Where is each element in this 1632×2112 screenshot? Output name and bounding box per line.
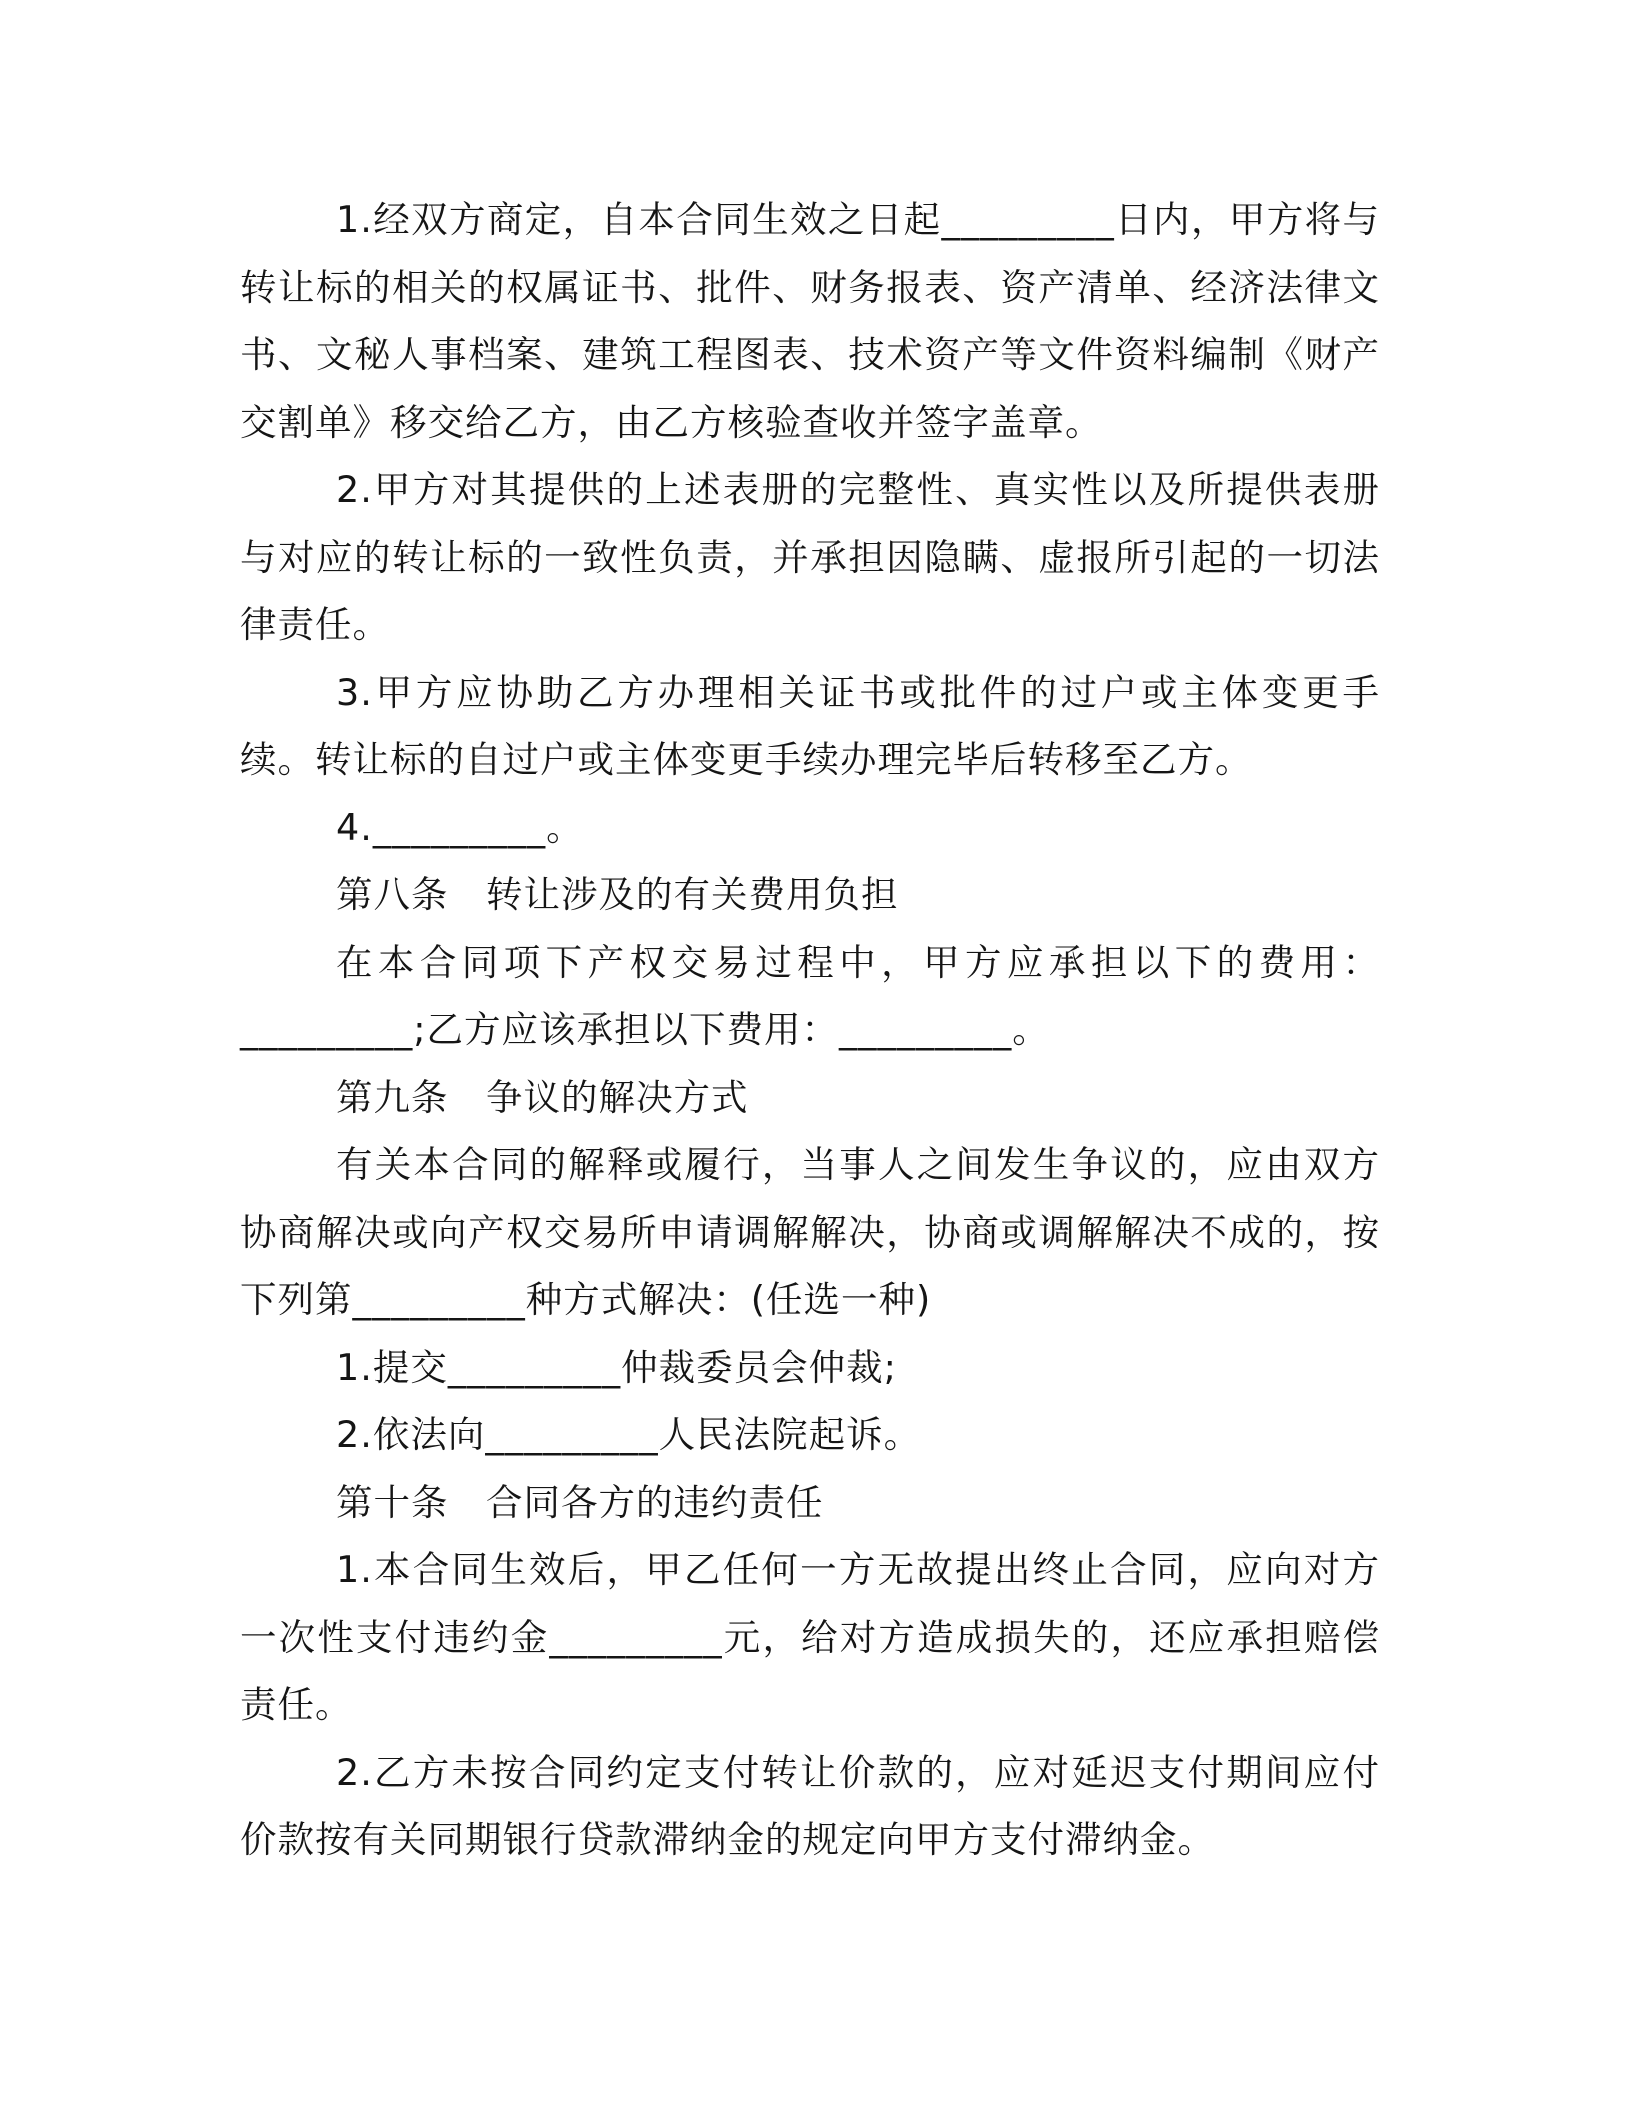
clause-7-item-3: 3.甲方应协助乙方办理相关证书或批件的过户或主体变更手续。转让标的自过户或主体变更手续办理完毕后转移至乙方。 bbox=[240, 670, 1380, 781]
clause-7-item-1: 1.经双方商定，自本合同生效之日起_________日内，甲方将与转让标的相关的权属证书、批件、财务报表、资产清单、经济法律文书、文秘人事档案、建筑工程图表、技术资产等文件资料编制《财产交割单》移交给乙方，由乙方核验查收并签字盖章。 bbox=[240, 198, 1380, 444]
clause-8-heading: 第八条 转让涉及的有关费用负担 bbox=[336, 873, 899, 916]
clause-10-item-1: 1.本合同生效后，甲乙任何一方无故提出终止合同，应向对方一次性支付违约金_________元，给对方造成损失的，还应承担赔偿责任。 bbox=[240, 1548, 1380, 1726]
clause-9-option-1: 1.提交_________仲裁委员会仲裁; bbox=[336, 1345, 897, 1389]
clause-9-body: 有关本合同的解释或履行，当事人之间发生争议的，应由双方协商解决或向产权交易所申请调解解决，协商或调解解决不成的，按下列第_________种方式解决：(任选一种) bbox=[240, 1143, 1380, 1321]
clause-9-option-2: 2.依法向_________人民法院起诉。 bbox=[336, 1413, 922, 1456]
clause-10-item-2: 2.乙方未按合同约定支付转让价款的，应对延迟支付期间应付价款按有关同期银行贷款滞纳金的规定向甲方支付滞纳金。 bbox=[240, 1750, 1380, 1861]
document-page bbox=[240, 186, 1380, 1874]
clause-7-item-4: 4._________。 bbox=[336, 805, 584, 849]
clause-9-heading: 第九条 争议的解决方式 bbox=[336, 1075, 749, 1119]
clause-7-item-2: 2.甲方对其提供的上述表册的完整性、真实性以及所提供表册与对应的转让标的一致性负责，并承担因隐瞒、虚报所引起的一切法律责任。 bbox=[240, 468, 1380, 646]
clause-10-heading: 第十条 合同各方的违约责任 bbox=[336, 1480, 824, 1524]
clause-8-body: 在本合同项下产权交易过程中，甲方应承担以下的费用：_________;乙方应该承担以下费用：_________。 bbox=[240, 940, 1380, 1051]
